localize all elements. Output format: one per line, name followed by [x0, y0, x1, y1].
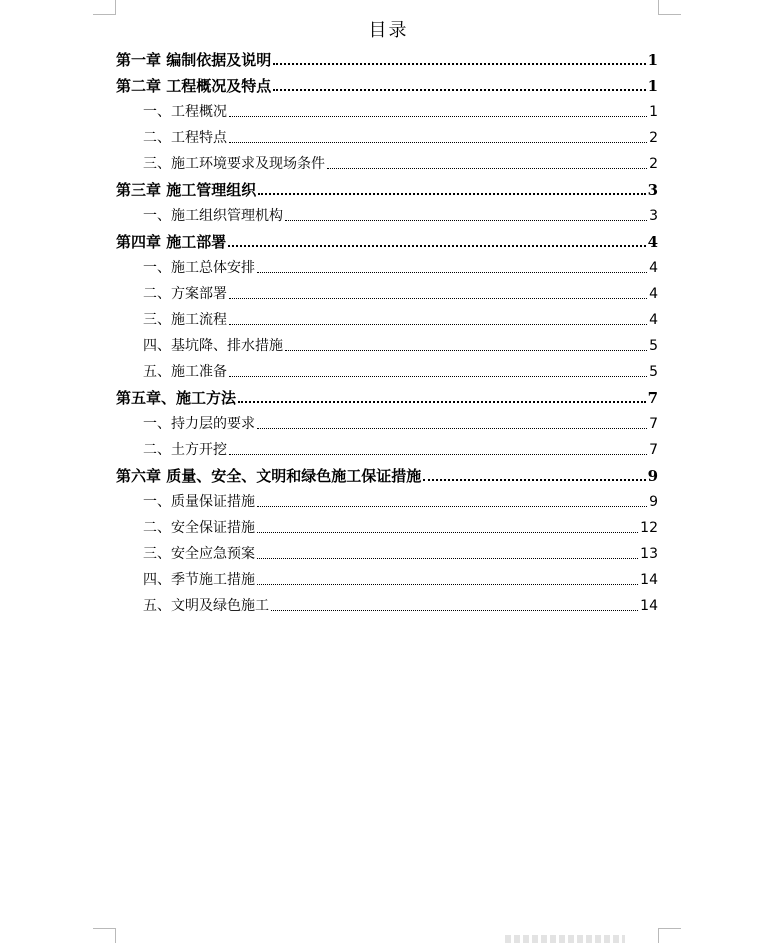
toc-entry-label: 一、工程概况: [143, 104, 227, 120]
toc-chapter-entry[interactable]: [116, 174, 658, 200]
toc-chapter-entry[interactable]: [116, 382, 658, 408]
toc-dot-leader: [229, 115, 647, 117]
toc-dot-leader: [257, 271, 647, 273]
toc-dot-leader: [257, 505, 647, 507]
toc-page-number: 1: [649, 104, 658, 120]
toc-entry-label: 一、持力层的要求: [143, 416, 255, 432]
toc-page-number: 12: [640, 520, 658, 536]
toc-section-entry[interactable]: [116, 512, 658, 538]
toc-entry-label: 四、季节施工措施: [143, 572, 255, 588]
toc-dot-leader: [257, 583, 638, 585]
toc-entry-label: 一、施工总体安排: [143, 260, 255, 276]
toc-page-number: 5: [649, 364, 658, 380]
toc-page-number: 4: [649, 260, 658, 276]
toc-entry-label: 第三章 施工管理组织: [116, 181, 257, 199]
toc-chapter-entry[interactable]: [116, 70, 658, 96]
toc-entry-label: 二、工程特点: [143, 130, 227, 146]
toc-section-entry[interactable]: [116, 486, 658, 512]
toc-dot-leader: [229, 375, 647, 377]
toc-page-number: 4: [649, 286, 658, 302]
toc-dot-leader: [257, 531, 638, 533]
toc-section-entry[interactable]: [116, 408, 658, 434]
crop-mark-bottom-left: [93, 928, 116, 943]
toc-page-number: 14: [640, 572, 658, 588]
toc-page-number: 4: [647, 233, 658, 251]
toc-entry-label: 五、文明及绿色施工: [143, 598, 269, 614]
toc-section-entry[interactable]: [116, 200, 658, 226]
toc-dot-leader: [228, 244, 645, 247]
toc-page-number: 1: [647, 51, 658, 69]
toc-dot-leader: [327, 167, 647, 169]
toc-entry-label: 二、方案部署: [143, 286, 227, 302]
toc-page-number: 9: [647, 467, 658, 485]
toc-page-number: 4: [649, 312, 658, 328]
toc-section-entry[interactable]: [116, 330, 658, 356]
toc-page-number: 7: [647, 389, 658, 407]
toc-dot-leader: [229, 297, 647, 299]
toc-chapter-entry[interactable]: [116, 44, 658, 70]
toc-section-entry[interactable]: [116, 122, 658, 148]
toc-section-entry[interactable]: [116, 96, 658, 122]
toc-entry-label: 第六章 质量、安全、文明和绿色施工保证措施: [116, 467, 422, 485]
toc-entry-label: 五、施工准备: [143, 364, 227, 380]
toc-title: 目录: [368, 20, 409, 41]
crop-mark-top-left: [93, 0, 116, 15]
toc-section-entry[interactable]: [116, 564, 658, 590]
table-of-contents: [116, 44, 658, 616]
toc-section-entry[interactable]: [116, 356, 658, 382]
toc-page-number: 5: [649, 338, 658, 354]
toc-section-entry[interactable]: [116, 434, 658, 460]
toc-entry-label: 二、土方开挖: [143, 442, 227, 458]
toc-entry-label: 一、质量保证措施: [143, 494, 255, 510]
toc-section-entry[interactable]: [116, 278, 658, 304]
toc-chapter-entry[interactable]: [116, 460, 658, 486]
toc-entry-label: 第一章 编制依据及说明: [116, 51, 272, 69]
toc-page-number: 3: [649, 208, 658, 224]
toc-page-number: 3: [647, 181, 658, 199]
toc-entry-label: 一、施工组织管理机构: [143, 208, 283, 224]
toc-dot-leader: [271, 609, 638, 611]
toc-dot-leader: [257, 557, 638, 559]
toc-dot-leader: [285, 349, 647, 351]
toc-entry-label: 四、基坑降、排水措施: [143, 338, 283, 354]
toc-dot-leader: [423, 478, 645, 481]
toc-dot-leader: [257, 427, 647, 429]
toc-dot-leader: [229, 453, 647, 455]
toc-section-entry[interactable]: [116, 304, 658, 330]
toc-dot-leader: [258, 192, 645, 195]
toc-dot-leader: [273, 88, 645, 91]
toc-page-number: 7: [649, 442, 658, 458]
toc-entry-label: 三、安全应急预案: [143, 546, 255, 562]
toc-entry-label: 第四章 施工部署: [116, 233, 227, 251]
toc-page-number: 9: [649, 494, 658, 510]
crop-mark-top-right: [658, 0, 681, 15]
toc-dot-leader: [229, 323, 647, 325]
toc-section-entry[interactable]: [116, 590, 658, 616]
toc-page-number: 2: [649, 130, 658, 146]
footer-blurred-text: [505, 935, 625, 943]
toc-entry-label: 三、施工环境要求及现场条件: [143, 156, 325, 172]
toc-section-entry[interactable]: [116, 252, 658, 278]
toc-page-number: 7: [649, 416, 658, 432]
toc-dot-leader: [229, 141, 647, 143]
toc-page-number: 13: [640, 546, 658, 562]
toc-entry-label: 第二章 工程概况及特点: [116, 77, 272, 95]
toc-page-number: 2: [649, 156, 658, 172]
toc-dot-leader: [273, 62, 645, 65]
toc-page-number: 14: [640, 598, 658, 614]
toc-section-entry[interactable]: [116, 538, 658, 564]
toc-page-number: 1: [647, 77, 658, 95]
crop-mark-bottom-right: [658, 928, 681, 943]
toc-chapter-entry[interactable]: [116, 226, 658, 252]
toc-entry-label: 二、安全保证措施: [143, 520, 255, 536]
toc-entry-label: 第五章、施工方法: [116, 389, 237, 407]
toc-section-entry[interactable]: [116, 148, 658, 174]
toc-entry-label: 三、施工流程: [143, 312, 227, 328]
toc-dot-leader: [238, 400, 646, 403]
toc-dot-leader: [285, 219, 647, 221]
